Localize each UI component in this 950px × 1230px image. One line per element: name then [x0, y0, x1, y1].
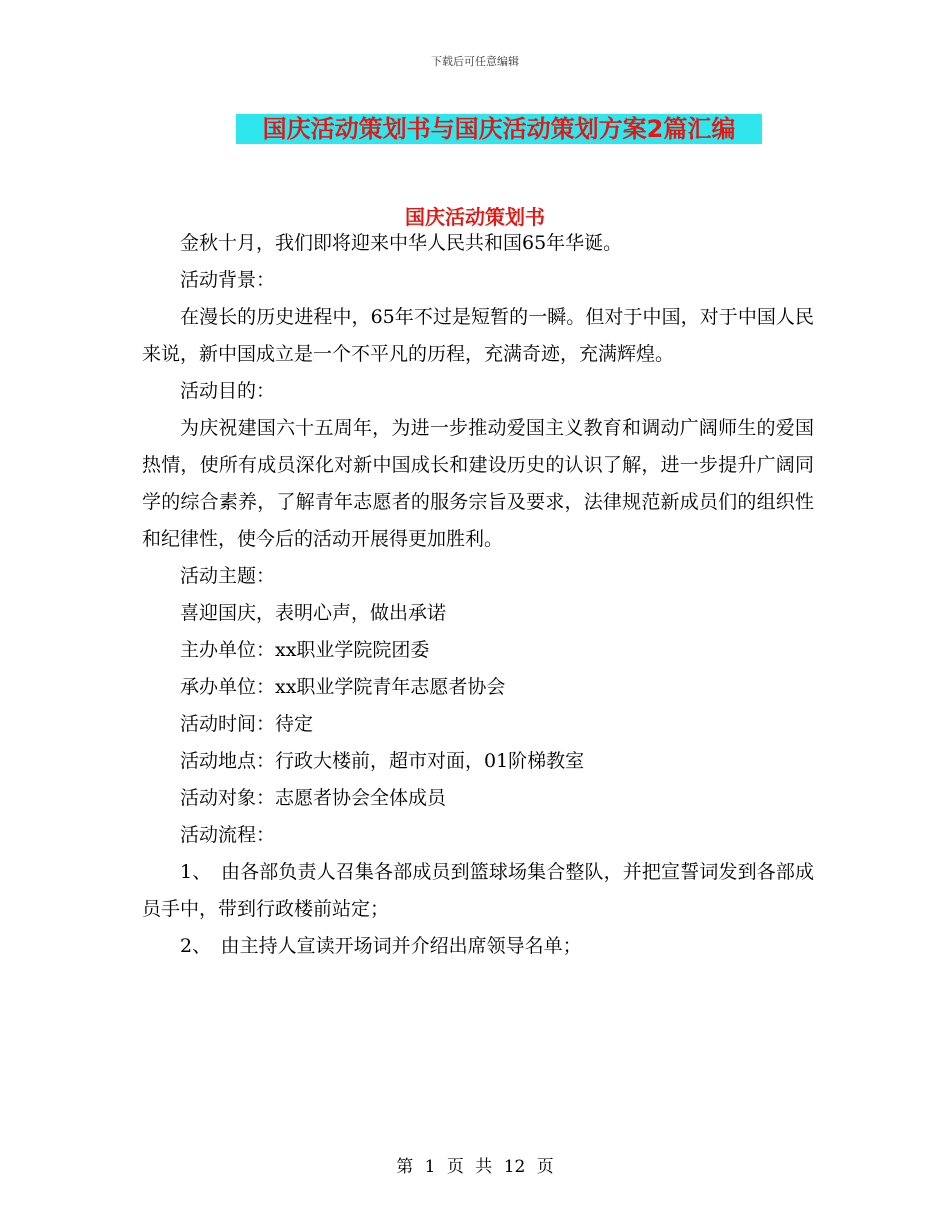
process-step-1: 1、 由各部负责人召集各部成员到篮球场集合整队，并把宣誓词发到各部成员手中，带到行政楼前站定； — [142, 861, 814, 920]
paragraph-organizer: 主办单位：xx职业学院院团委 — [180, 639, 430, 661]
document-title: 国庆活动策划书与国庆活动策划方案2篇汇编 — [236, 114, 762, 144]
paragraph-intro: 金秋十月，我们即将迎来中华人民共和国65年华诞。 — [180, 232, 623, 254]
paragraph-location: 活动地点：行政大楼前，超市对面，01阶梯教室 — [180, 750, 585, 772]
heading-purpose: 活动目的： — [180, 380, 276, 402]
paragraph-theme: 喜迎国庆，表明心声，做出承诺 — [180, 602, 447, 624]
process-step-2: 2、 由主持人宣读开场词并介绍出席领导名单； — [180, 935, 582, 957]
page-footer: 第 1 页 共 12 页 — [396, 1157, 554, 1177]
document-body — [142, 225, 814, 965]
section-title: 国庆活动策划书 — [405, 205, 545, 229]
heading-theme: 活动主题： — [180, 565, 276, 587]
header-note: 下载后可任意编辑 — [431, 55, 519, 68]
heading-process: 活动流程： — [180, 824, 276, 846]
paragraph-purpose: 为庆祝建国六十五周年，为进一步推动爱国主义教育和调动广阔师生的爱国热情，使所有成员深化对新中国成长和建设历史的认识了解，进一步提升广阔同学的综合素养，了解青年志愿者的服务宗旨及要求，法律规范新成员们的组织性和纪律性，使今后的活动开展得更加胜利。 — [142, 417, 814, 550]
heading-background: 活动背景： — [180, 269, 276, 291]
paragraph-time: 活动时间：待定 — [180, 713, 314, 735]
paragraph-co-organizer: 承办单位：xx职业学院青年志愿者协会 — [180, 676, 506, 698]
paragraph-participants: 活动对象：志愿者协会全体成员 — [180, 787, 447, 809]
paragraph-background: 在漫长的历史进程中，65年不过是短暂的一瞬。但对于中国，对于中国人民来说，新中国成立是一个不平凡的历程，充满奇迹，充满辉煌。 — [142, 306, 814, 365]
